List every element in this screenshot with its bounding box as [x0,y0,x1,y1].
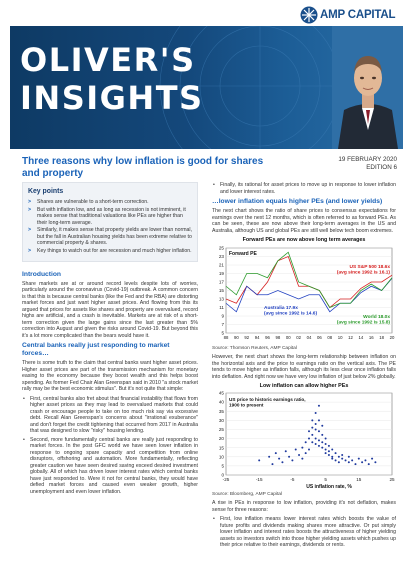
scatter-point [338,456,340,458]
key-point-item: > Similarly, it makes sense that property yields are lower than normal, but the fall in Australian housing yields has been extreme relative to commercial property & shares. [28,227,193,247]
scatter-point [295,448,297,450]
insights-banner [10,26,403,149]
scatter-point [374,461,376,463]
lower-inflation-heading: …lower inflation equals higher PEs (and lower yields) [212,198,383,205]
x-tick-label: -25 [222,477,230,482]
y-tick-label: 35 [218,408,224,414]
scatter-point [275,452,277,454]
y-tick-label: 23 [218,254,224,260]
scatter-point [321,441,323,443]
y-tick-label: 21 [218,262,224,268]
y-tick-label: 30 [218,417,224,423]
y-tick-label: 19 [218,271,224,277]
scatter-point [321,434,323,436]
bullet-icon: • [213,516,215,522]
scatter-point [348,456,350,458]
scatter-point [318,445,320,447]
scatter-point [364,459,366,461]
scatter-point [321,447,323,449]
scatter-point [271,463,273,465]
forward-pe-paragraph: The next chart shows the ratio of share prices to consensus expectations for earnings over the next 12 months, which is often referred to as forward PEs. As can be seen, these are now above their long-term averages in the US and Australia, although US and global PEs are still well below tech boom extremes. [212,208,396,234]
scatter-point [321,425,323,427]
scatter-point [285,450,287,452]
article-title: Three reasons why low inflation is good for shares and property [22,156,264,179]
scatter-point [305,441,307,443]
scatter-point [311,441,313,443]
scatter-point [315,443,317,445]
scatter-point [348,461,350,463]
forward-pe-chart-source: Source: Thomson Reuters, AMP Capital [212,346,297,351]
x-tick-label: 94 [254,335,260,340]
scatter-point [288,456,290,458]
forward-pe-chart [212,245,396,345]
key-points-box [22,182,198,262]
scatter-point [315,428,317,430]
three-reasons-paragraph: A rise in PEs in response to low inflation, providing it's not deflation, makes sense for three reasons: [212,500,396,513]
scatter-point [305,452,307,454]
scatter-point [328,450,330,452]
scatter-point [328,445,330,447]
chart-annotation: 1900 to present [229,402,264,408]
bullet-icon: • [213,182,215,188]
scatter-point [318,430,320,432]
y-tick-label: 10 [218,454,224,460]
inflation-pe-chart-source: Source: Bloomberg, AMP Capital [212,492,283,497]
x-tick-label: 15 [356,477,362,482]
y-tick-label: 5 [221,330,224,336]
scatter-point [325,438,327,440]
central-banks-bullet: • Second, more fundamentally central banks are really just responding to market forces. In the post GFC world we have seen lower inflation in response to ongoing spare capacity and competition from online disruptors, offshoring and automation. More fundamentally, reflecting greater caution we have seen desired saving exceed desired investment globally. All of which has driven lower interest rates which central banks have just responded to. Were it not for central banks, they would have defied market forces and caused even weaker growth, higher unemployment and even lower inflation. [23,436,198,495]
scatter-point [308,438,310,440]
bullet-icon: • [23,436,25,443]
scatter-point [351,459,353,461]
scatter-point [315,412,317,414]
scatter-point [335,459,337,461]
scatter-point [325,452,327,454]
y-tick-label: 25 [218,427,224,433]
x-tick-label: 06 [316,335,322,340]
scatter-point [315,438,317,440]
scatter-point [318,439,320,441]
us-series-label: US S&P 500 18.6x [349,265,390,270]
scatter-point [308,448,310,450]
inflation-pe-chart-title: Low inflation can allow higher PEs [259,383,349,389]
scatter-point [258,459,260,461]
scatter-point [354,463,356,465]
low-inflation-bullet: • First, low inflation means lower interest rates which boosts the value of future profits and dividends making shares more attractive. Or put simply lower inflation and interest rates boosts the attractiveness of higher yielding assets so investors switch into those higher yielding assets which pushes up their price relative to their earnings, dividends or rents. [213,516,396,548]
x-tick-label: 92 [244,335,250,340]
x-tick-label: 10 [337,335,343,340]
banner-title-line2: INSIGHTS [20,79,204,117]
scatter-point [291,459,293,461]
y-tick-label: 45 [218,391,224,396]
scatter-point [281,461,283,463]
scatter-point [315,423,317,425]
x-tick-label: 96 [265,335,270,340]
key-point-item: > Shares are vulnerable to a short-term correction. [28,199,149,205]
key-points-heading: Key points [28,188,64,195]
scatter-point [311,427,313,429]
asset-prices-bullet: • Finally, its rational for asset prices to move up in response to lower inflation and lower interest rates. [213,182,396,195]
x-tick-label: 04 [306,335,312,340]
x-tick-label: 5 [324,477,327,482]
key-point-item: > But with inflation low, and as long as recession is not imminent, it makes sense that traditional valuations like PEs are higher than their long-term average. [28,206,186,226]
legend-label: Forward PE [229,251,257,257]
left-column [22,182,198,497]
scatter-point [278,458,280,460]
y-tick-label: 7 [221,322,224,328]
y-tick-label: 0 [221,472,224,478]
x-tick-label: 16 [368,335,374,340]
y-tick-label: 17 [218,279,224,285]
arrow-icon: > [28,199,32,205]
intro-heading: Introduction [22,270,62,278]
x-axis-label: US inflation rate, % [306,484,352,490]
banner-title-line1: OLIVER'S [20,41,196,79]
chart-annotation: US price to historic earnings ratio, [229,397,306,402]
x-tick-label: 00 [285,335,291,340]
x-tick-label: 08 [327,335,333,340]
world-series-label: (avg since 1992 is 15.8) [336,320,390,326]
scatter-point [345,459,347,461]
scatter-point [331,458,333,460]
scatter-point [371,458,373,460]
scatter-point [335,452,337,454]
y-tick-label: 9 [221,313,224,319]
scatter-point [338,461,340,463]
scatter-point [268,456,270,458]
y-tick-label: 13 [218,296,224,302]
scatter-point [301,458,303,460]
australia-series-label: (avg since 1992 is 14.6) [264,311,318,317]
x-tick-label: -15 [255,477,263,482]
central-banks-bullet: • First, central banks also fret about that financial instability that flows from higher asset prices as they may lead to overvalued markets that could crash or encourage people to take on too much risk say via excessive debt. Recall Alan Greenspan's concerns about "irrational exuberance" and don't forget the credit tightening that occurred from 2017 in Australia that was designed to slow "risky" housing lending. [23,395,198,435]
us-series-label: (avg since 1992 is 16.1) [336,270,390,276]
arrow-icon: > [28,227,32,234]
y-tick-label: 25 [218,245,224,251]
bullet-icon: • [23,395,25,402]
key-point-item: > Key things to watch out for are recession and much higher inflation. [28,248,192,255]
article-edition: EDITION 6 [366,164,397,171]
forward-pe-chart-title: Forward PEs are now above long term averages [242,237,366,243]
arrow-icon: > [28,248,32,255]
scatter-point [358,458,360,460]
x-tick-label: 12 [348,335,353,340]
x-tick-label: 88 [223,335,229,340]
y-tick-label: 5 [221,463,224,469]
scatter-point [341,454,343,456]
scatter-point [328,454,330,456]
scatter-point [368,463,370,465]
x-tick-label: 18 [379,335,385,340]
x-tick-label: -5 [290,477,295,482]
amp-logo-icon [300,6,318,24]
scatter-point [325,448,327,450]
scatter-point [308,430,310,432]
y-tick-label: 40 [218,399,224,405]
scatter-point [301,447,303,449]
scatter-point [331,448,333,450]
scatter-point [318,405,320,407]
scatter-point [298,454,300,456]
brand-name: AMP CAPITAL [320,9,396,21]
scatter-point [318,419,320,421]
x-tick-label: 20 [389,335,395,340]
x-tick-label: 25 [389,477,395,482]
scatter-point [341,458,343,460]
scatter-point [331,456,333,458]
article-date-block [338,156,397,172]
x-tick-label: 90 [233,335,239,340]
y-tick-label: 15 [218,288,224,294]
scatter-point [325,443,327,445]
y-tick-label: 11 [219,305,224,311]
central-banks-heading: Central banks really just responding to market forces… [22,342,170,358]
y-tick-label: 20 [218,436,224,442]
x-tick-label: 14 [358,335,364,340]
scatter-point [311,434,313,436]
australia-series-label: Australia 17.9x [264,306,298,311]
x-tick-label: 98 [275,335,281,340]
scatter-point [311,419,313,421]
intro-paragraph: Share markets are at or around record levels despite lots of worries, particularly around the coronavirus (Covid-19) outbreak. A common concern is that this is because central banks (like the Fed and the RBA) are distorting market forces and just want higher asset prices. And flowing from this its argued that prices for assets like shares and property are overvalued, record highs are artificial, and a crash is inevitable. Markets are at risk of a short-term correction given the large gains since the last greater than 5% correction into August and given the risks around Covid-19. But beyond this it's a lot more complicated than the bears would have it. [22,280,198,339]
inflation-pe-scatter-chart [212,391,396,491]
amp-capital-logo [300,6,410,28]
x-tick-label: 02 [296,335,302,340]
arrow-icon: > [28,206,32,213]
author-photo [332,26,403,149]
scatter-point [361,461,363,463]
right-column [212,182,396,551]
world-series-label: World 18.0x [363,315,390,320]
y-tick-label: 15 [218,445,224,451]
article-date: 19 FEBRUARY 2020 [338,156,397,163]
inflation-pe-paragraph: However, the next chart shows the long-term relationship between inflation on the horizontal axis and the price to earnings ratio on the vertical axis. The PE tends to move higher as inflation falls, although its less clear once inflation falls into deflation. And right now we have very low inflation of just below 2% globally. [212,354,396,380]
central-banks-paragraph: There is some truth to the claim that central banks want higher asset prices. Higher asset prices are part of the transmission mechanism for monetary easing to the economy because they boost wealth and this helps boost spending. As former Fed Chair Alan Greenspan said in 2010 "a stock market rally may be the best economic stimulus". But it's not quite that simple: [22,360,198,393]
